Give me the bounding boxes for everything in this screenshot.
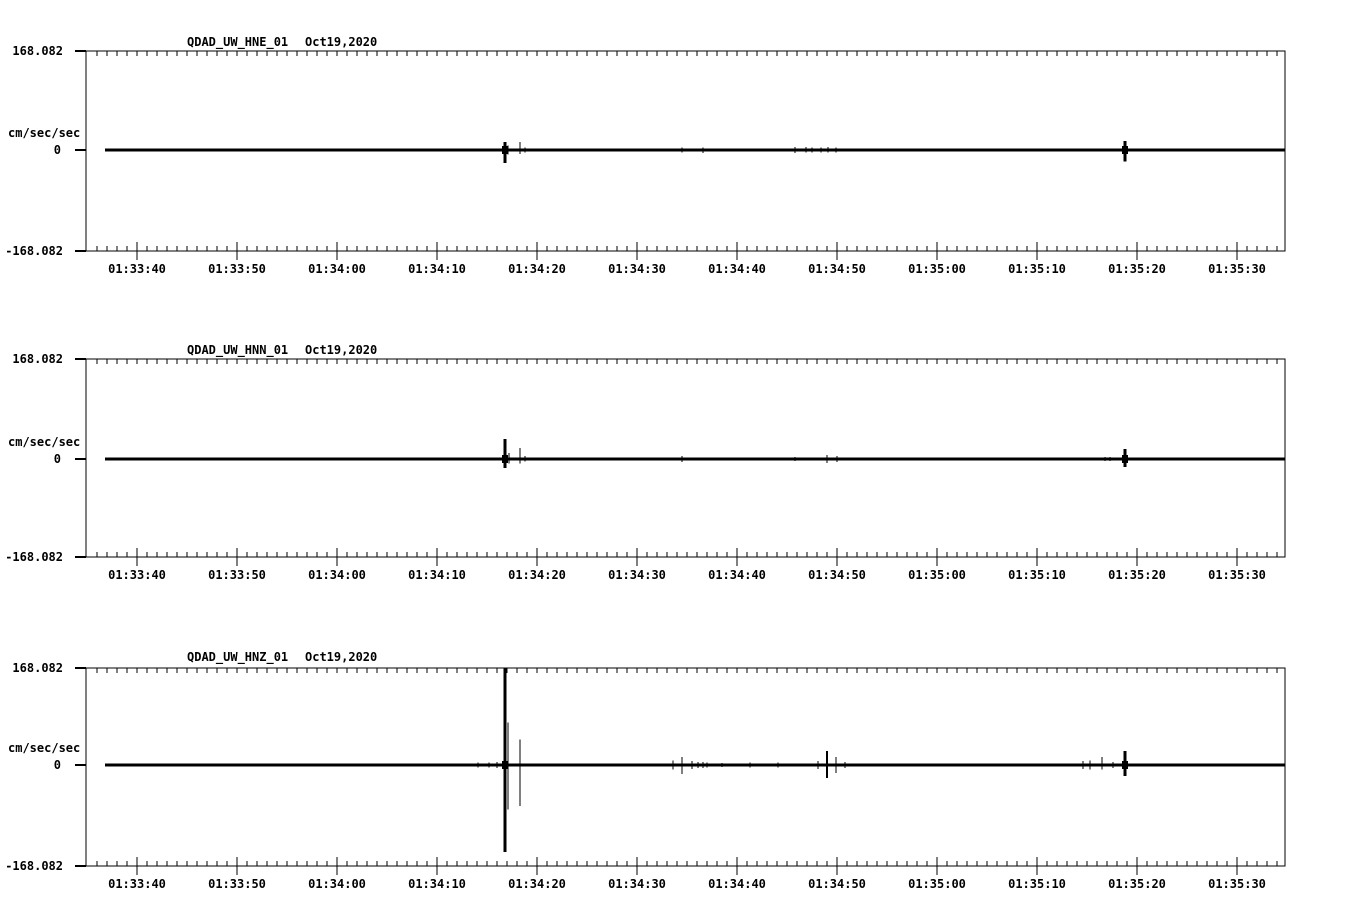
- y-max-label: 168.082: [12, 44, 63, 58]
- panel-hnz: [5, 650, 1285, 891]
- waveform-trace: [105, 668, 1285, 852]
- panel-title: QDAD_UW_HNE_01: [187, 35, 289, 49]
- x-tick-label: 01:35:00: [908, 877, 966, 891]
- x-tick-label: 01:34:10: [408, 568, 466, 582]
- date-label: Oct19,2020: [305, 650, 378, 664]
- x-tick-label: 01:35:20: [1108, 877, 1166, 891]
- x-tick-label: 01:34:00: [308, 877, 366, 891]
- y-zero-label: 0: [53, 143, 61, 157]
- y-min-label: -168.082: [5, 550, 63, 564]
- y-unit-label: cm/sec/sec: [8, 435, 81, 449]
- y-zero-label: 0: [53, 758, 61, 772]
- x-tick-label: 01:34:10: [408, 262, 466, 276]
- x-tick-label: 01:35:30: [1208, 877, 1266, 891]
- x-tick-label: 01:35:20: [1108, 568, 1166, 582]
- x-tick-label: 01:34:30: [608, 877, 666, 891]
- x-tick-label: 01:34:40: [708, 877, 766, 891]
- plot-border: [86, 668, 1285, 866]
- y-min-label: -168.082: [5, 859, 63, 873]
- x-tick-label: 01:34:40: [708, 568, 766, 582]
- x-tick-label: 01:34:20: [508, 877, 566, 891]
- x-tick-label: 01:35:10: [1008, 568, 1066, 582]
- x-tick-label: 01:34:50: [808, 568, 866, 582]
- x-tick-label: 01:34:20: [508, 568, 566, 582]
- x-axis-labels: [108, 877, 1266, 891]
- plot-frame: [75, 359, 1285, 566]
- x-tick-label: 01:34:50: [808, 877, 866, 891]
- date-label: Oct19,2020: [305, 343, 378, 357]
- x-tick-label: 01:33:50: [208, 568, 266, 582]
- y-zero-label: 0: [53, 452, 61, 466]
- x-tick-label: 01:35:30: [1208, 568, 1266, 582]
- x-axis-labels: [108, 568, 1266, 582]
- x-tick-label: 01:35:10: [1008, 262, 1066, 276]
- y-unit-label: cm/sec/sec: [8, 741, 81, 755]
- x-tick-label: 01:33:40: [108, 568, 166, 582]
- waveform-trace: [105, 141, 1285, 163]
- y-max-label: 168.082: [12, 661, 63, 675]
- x-tick-label: 01:34:20: [508, 262, 566, 276]
- x-tick-label: 01:33:40: [108, 262, 166, 276]
- panel-title: QDAD_UW_HNZ_01: [187, 650, 289, 664]
- x-tick-label: 01:35:30: [1208, 262, 1266, 276]
- x-tick-label: 01:33:40: [108, 877, 166, 891]
- x-tick-label: 01:33:50: [208, 262, 266, 276]
- x-tick-label: 01:34:00: [308, 262, 366, 276]
- plot-frame: [75, 51, 1285, 260]
- x-tick-label: 01:34:40: [708, 262, 766, 276]
- plot-frame: [75, 668, 1285, 875]
- panel-title: QDAD_UW_HNN_01: [187, 343, 289, 357]
- waveform-trace: [105, 439, 1285, 468]
- y-min-label: -168.082: [5, 244, 63, 258]
- y-max-label: 168.082: [12, 352, 63, 366]
- x-tick-label: 01:34:30: [608, 568, 666, 582]
- x-tick-label: 01:34:30: [608, 262, 666, 276]
- x-tick-label: 01:34:10: [408, 877, 466, 891]
- panel-hnn: [5, 343, 1285, 582]
- x-tick-label: 01:35:00: [908, 568, 966, 582]
- x-tick-label: 01:33:50: [208, 877, 266, 891]
- date-label: Oct19,2020: [305, 35, 378, 49]
- panel-hne: [5, 35, 1285, 276]
- x-tick-label: 01:35:20: [1108, 262, 1166, 276]
- x-tick-label: 01:34:50: [808, 262, 866, 276]
- y-unit-label: cm/sec/sec: [8, 126, 81, 140]
- x-axis-labels: [108, 262, 1266, 276]
- x-tick-label: 01:35:00: [908, 262, 966, 276]
- x-tick-label: 01:34:00: [308, 568, 366, 582]
- x-tick-label: 01:35:10: [1008, 877, 1066, 891]
